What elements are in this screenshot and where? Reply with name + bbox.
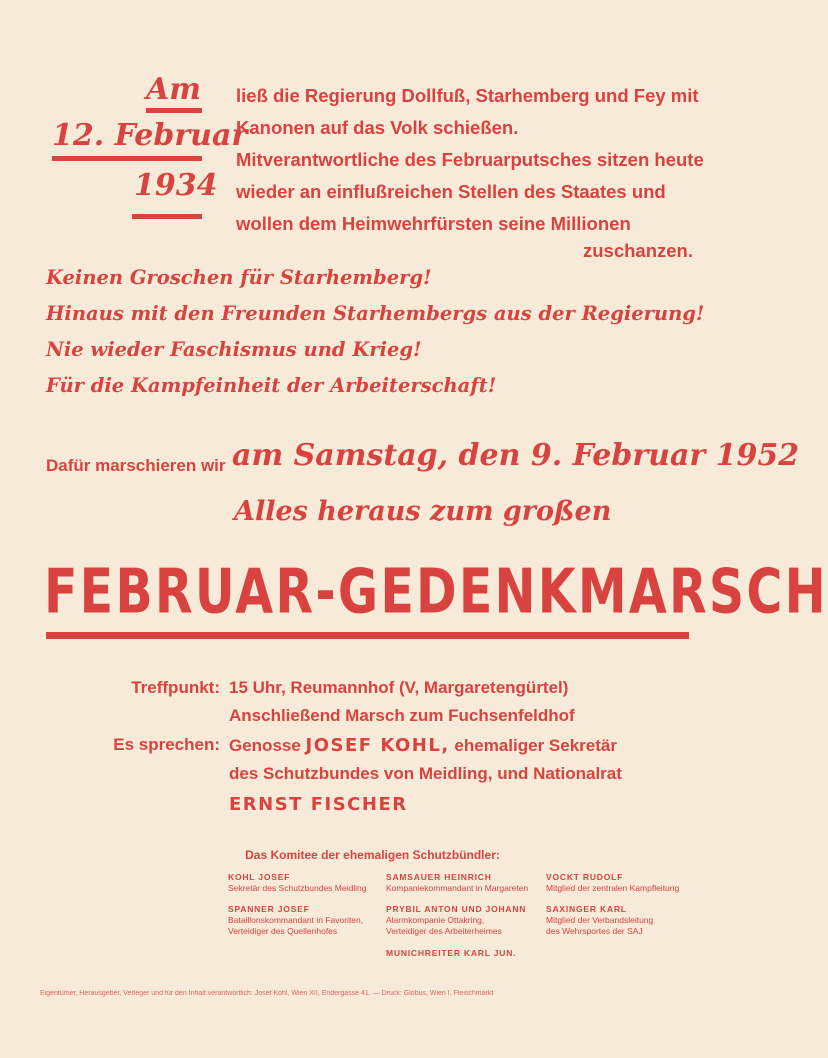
intro-line: Kanonen auf das Volk schießen. — [236, 117, 519, 138]
committee-member — [228, 904, 363, 937]
committee-member — [386, 904, 526, 937]
slogans — [46, 260, 704, 404]
date-rule-1 — [146, 108, 202, 113]
intro-line: ließ die Regierung Dollfuß, Starhemberg und Fey mit — [236, 85, 699, 106]
member-name: MUNICHREITER KARL JUN. — [386, 948, 517, 958]
slogan: Für die Kampfeinheit der Arbeiterschaft! — [46, 374, 497, 397]
speakers-line-2: des Schutzbundes von Meidling, und Nationalrat — [229, 764, 622, 783]
member-role: des Wehrsportes der SAJ — [546, 926, 643, 936]
member-role: Mitglied der zentralen Kampfleitung — [546, 883, 680, 893]
meeting-label: Treffpunkt: — [131, 678, 220, 697]
committee-member — [546, 904, 653, 937]
intro-line: Mitverantwortliche des Februarputsches sitzen heute — [236, 149, 704, 170]
date-am: Am — [146, 72, 202, 107]
committee-title: Das Komitee der ehemaligen Schutzbündler: — [245, 848, 500, 862]
committee-member — [386, 872, 528, 894]
date-rule-3 — [132, 214, 202, 219]
member-name: SPANNER JOSEF — [228, 904, 310, 914]
date-rule-2 — [52, 156, 202, 161]
slogan: Hinaus mit den Freunden Starhembergs aus der Regierung! — [46, 302, 705, 325]
committee-member — [228, 872, 366, 894]
title-rule — [46, 632, 689, 639]
committee-member — [386, 948, 516, 959]
member-name: SAXINGER KARL — [546, 904, 627, 914]
member-name: VOCKT RUDOLF — [546, 872, 624, 882]
member-role: Mitglied der Verbandsleitung — [546, 915, 654, 925]
march-date: am Samstag, den 9. Februar 1952 — [232, 438, 800, 473]
member-role: Verteidiger des Arbeiterheimes — [386, 926, 502, 936]
meeting-line-1: 15 Uhr, Reumannhof (V, Margaretengürtel) — [229, 678, 569, 697]
member-role: Alarmkompanie Ottakring, — [386, 915, 485, 925]
speaker-prefix: Genosse — [229, 736, 301, 755]
speakers-label: Es sprechen: — [113, 735, 220, 754]
imprint-footer: Eigentümer, Herausgeber, Verleger und für den Inhalt verantwortlich: Josef Kohl, Wien XII, Endergasse 41. — Druck: Globus, Wien I, Fleischmarkt — [40, 990, 494, 997]
speaker-2: ERNST FISCHER — [229, 794, 408, 815]
member-name: PRYBIL ANTON UND JOHANN — [386, 904, 527, 914]
intro-line: wollen dem Heimwehrfürsten seine Millionen — [236, 213, 631, 234]
date-year: 1934 — [134, 168, 218, 203]
intro-last: zuschanzen. — [583, 240, 693, 261]
speakers-line-1 — [229, 735, 617, 756]
member-role: Verteidiger des Quellenhofes — [228, 926, 338, 936]
slogan: Keinen Groschen für Starhemberg! — [46, 266, 432, 289]
speaker-1-role: ehemaliger Sekretär — [454, 736, 617, 755]
march-lead: Dafür marschieren wir — [46, 456, 226, 475]
member-name: KOHL JOSEF — [228, 872, 291, 882]
member-role: Sekretär des Schutzbundes Meidling — [228, 883, 367, 893]
march-call: Alles heraus zum großen — [234, 496, 612, 527]
committee-member — [546, 872, 679, 894]
intro-line: wieder an einflußreichen Stellen des Staates und — [236, 181, 666, 202]
slogan: Nie wieder Faschismus und Krieg! — [46, 338, 422, 361]
member-role: Bataillonskommandant in Favoriten, — [228, 915, 364, 925]
member-name: SAMSAUER HEINRICH — [386, 872, 492, 882]
meeting-line-2: Anschließend Marsch zum Fuchsenfeldhof — [229, 706, 575, 725]
member-role: Kompaniekommandant in Margareten — [386, 883, 529, 893]
intro-text — [236, 80, 704, 240]
march-title: FEBRUAR-GEDENKMARSCH — [44, 556, 828, 628]
speaker-1: JOSEF KOHL, — [305, 735, 450, 756]
date-day-month: 12. Februar — [52, 118, 248, 153]
